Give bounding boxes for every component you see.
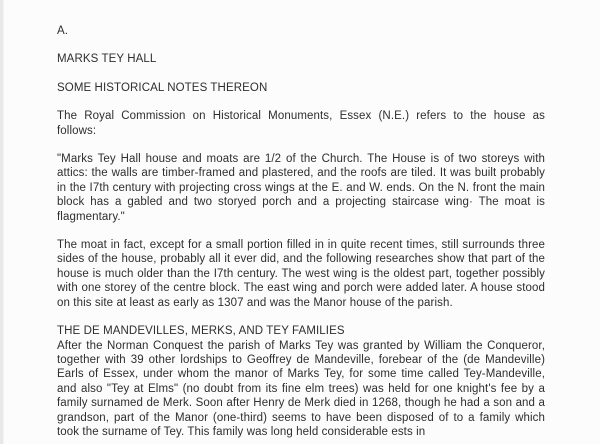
families-paragraph: After the Norman Conquest the parish of Marks Tey was granted by William the Conqueror, together with 39 other lordships to Geoffrey de Mandeville, forebear of the (de Mandeville) Earls of Essex, under whom the manor of Marks Tey, for some time called Tey-Mandeville, and also "Tey at Elms" (no doubt from its fine elm trees) was held for one knight's fee by a family surnamed de Merk. Soon after Henry de Merk died in 1268, though he had a son and a grandson, part of the Manor (one-third) seems to have been disposed of to a family which took the surname of Tey. This family was long held considerable ests in xyxy=(57,339,545,438)
page-left-edge xyxy=(0,0,4,444)
section-letter: A. xyxy=(57,25,69,37)
families-section xyxy=(57,324,545,439)
document-content xyxy=(57,24,545,444)
families-section-heading: THE DE MANDEVILLES, MERKS, AND TEY FAMILIES xyxy=(57,325,345,338)
intro-paragraph-line-2: follows: xyxy=(57,124,97,137)
intro-paragraph xyxy=(57,109,545,138)
rchm-quote-paragraph: "Marks Tey Hall house and moats are 1/2 of the Church. The House is of two storeys with attics: the walls are timber-framed and plastered, and the roofs are tiled. It was built probably in the I7th century with projecting cross wings at the E. and W. ends. On the N. front the main block has a gabled and two storyed porch and a projecting staircase wing· The moat is flagmentary." xyxy=(57,153,545,223)
intro-paragraph-line-1: The Royal Commission on Historical Monuments, Essex (N.E.) refers to the house as xyxy=(57,110,545,123)
document-subtitle: SOME HISTORICAL NOTES THEREON xyxy=(57,81,268,94)
document-title: MARKS TEY HALL xyxy=(57,53,157,66)
moat-paragraph: The moat in fact, except for a small portion filled in in quite recent times, still surrounds three sides of the house, probably all it ever did, and the following researches show that part of the house is much older than the I7th century. The west wing is the oldest part, together possibly with one storey of the centre block. The east wing and porch were added later. A house stood on this site at least as early as 1307 and was the Manor house of the parish. xyxy=(57,239,545,309)
